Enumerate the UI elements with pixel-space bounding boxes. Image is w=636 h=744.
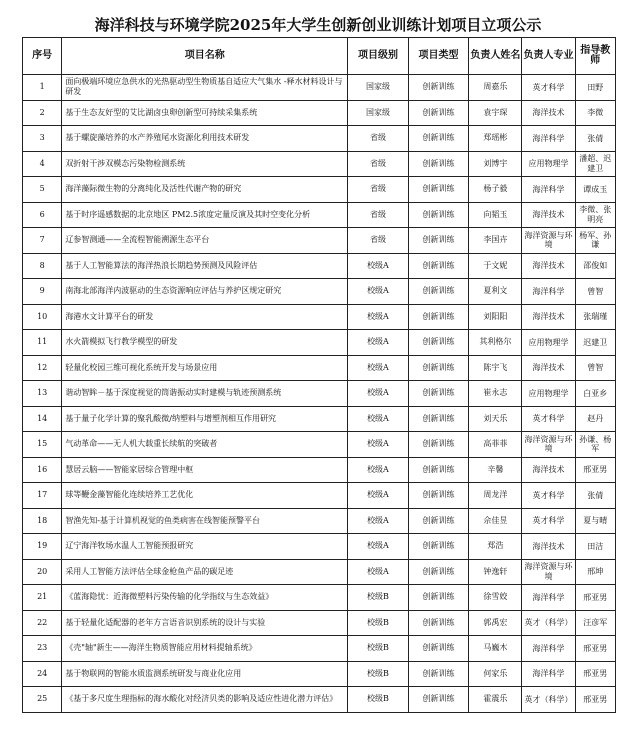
cell-major: 海洋技术 (522, 534, 575, 560)
cell-level: 校级B (348, 610, 409, 636)
cell-major: 英才科学 (522, 75, 575, 101)
cell-type: 创新训练 (408, 75, 469, 101)
cell-advisor: 张瑞瑾 (575, 304, 615, 330)
cell-level: 校级A (348, 534, 409, 560)
cell-advisor: 迟建卫 (575, 330, 615, 356)
cell-index: 6 (23, 202, 62, 228)
cell-level: 省级 (348, 228, 409, 254)
cell-project-name: 双折射干涉双模态污染物检测系统 (62, 151, 348, 177)
table-row (23, 687, 616, 713)
cell-level: 省级 (348, 151, 409, 177)
table-row (23, 610, 616, 636)
cell-project-name: 基于生态友好型的艾比湖卤虫卵创新型可持续采集系统 (62, 100, 348, 126)
cell-index: 24 (23, 661, 62, 687)
cell-type: 创新训练 (408, 279, 469, 305)
table-row (23, 636, 616, 662)
cell-major: 海洋资源与环境 (522, 559, 575, 585)
cell-advisor: 邢亚男 (575, 585, 615, 611)
cell-project-name: 辽宁海洋牧场水温人工智能预报研究 (62, 534, 348, 560)
cell-leader: 崔永志 (469, 381, 522, 407)
table-row (23, 304, 616, 330)
cell-type: 创新训练 (408, 534, 469, 560)
cell-advisor: 李微 (575, 100, 615, 126)
table-row (23, 432, 616, 458)
cell-leader: 徐雪姣 (469, 585, 522, 611)
table-row (23, 355, 616, 381)
cell-type: 创新训练 (408, 457, 469, 483)
header-name: 项目名称 (62, 38, 348, 75)
table-row (23, 151, 616, 177)
cell-advisor: 赵丹 (575, 406, 615, 432)
cell-leader: 刘天乐 (469, 406, 522, 432)
cell-leader: 向韬玉 (469, 202, 522, 228)
cell-index: 12 (23, 355, 62, 381)
cell-type: 创新训练 (408, 559, 469, 585)
header-index: 序号 (23, 38, 62, 75)
cell-major: 海洋技术 (522, 253, 575, 279)
cell-project-name: 基于物联网的智能水质监测系统研发与商业化应用 (62, 661, 348, 687)
table-row (23, 661, 616, 687)
cell-type: 创新训练 (408, 610, 469, 636)
cell-level: 校级A (348, 304, 409, 330)
table-row (23, 457, 616, 483)
table-row (23, 75, 616, 101)
cell-index: 7 (23, 228, 62, 254)
cell-major: 海洋技术 (522, 100, 575, 126)
cell-project-name: 《壳"轴"新生——海洋生物质智能应用材料提轴系统》 (62, 636, 348, 662)
cell-type: 创新训练 (408, 202, 469, 228)
cell-project-name: 气动革命——无人机大载重长续航的突破者 (62, 432, 348, 458)
cell-type: 创新训练 (408, 687, 469, 713)
cell-major: 海洋科学 (522, 177, 575, 203)
cell-advisor: 夏与晴 (575, 508, 615, 534)
cell-index: 25 (23, 687, 62, 713)
cell-advisor: 田洁 (575, 534, 615, 560)
table-row (23, 559, 616, 585)
cell-type: 创新训练 (408, 355, 469, 381)
cell-project-name: 基于轻量化适配器的老年方言语音识别系统的设计与实验 (62, 610, 348, 636)
table-row (23, 126, 616, 152)
cell-advisor: 田野 (575, 75, 615, 101)
cell-type: 创新训练 (408, 483, 469, 509)
cell-project-name: 智渔先知-基于计算机视觉的鱼类病害在线智能预警平台 (62, 508, 348, 534)
cell-index: 20 (23, 559, 62, 585)
cell-level: 省级 (348, 177, 409, 203)
cell-project-name: 辽参智测通——全流程智能溯源生态平台 (62, 228, 348, 254)
cell-leader: 钟逸轩 (469, 559, 522, 585)
cell-leader: 刘博宇 (469, 151, 522, 177)
cell-level: 校级A (348, 483, 409, 509)
cell-advisor: 汪彦军 (575, 610, 615, 636)
cell-advisor: 邵俊如 (575, 253, 615, 279)
cell-level: 校级A (348, 457, 409, 483)
cell-advisor: 白亚乡 (575, 381, 615, 407)
cell-index: 9 (23, 279, 62, 305)
cell-type: 创新训练 (408, 100, 469, 126)
cell-type: 创新训练 (408, 661, 469, 687)
cell-leader: 郭禹宏 (469, 610, 522, 636)
cell-advisor: 李微、张明亮 (575, 202, 615, 228)
header-advisor: 指导教师 (575, 38, 615, 75)
cell-type: 创新训练 (408, 406, 469, 432)
cell-project-name: 基于人工智能算法的海洋热浪长期趋势预测及风险评估 (62, 253, 348, 279)
cell-type: 创新训练 (408, 432, 469, 458)
cell-project-name: 《基于多尺度生理指标的海水酸化对经济贝类的影响及适应性进化潜力评估》 (62, 687, 348, 713)
cell-project-name: 基于螺旋藻培养的水产养殖尾水资源化利用技术研发 (62, 126, 348, 152)
cell-index: 8 (23, 253, 62, 279)
cell-major: 海洋技术 (522, 457, 575, 483)
cell-leader: 于文妮 (469, 253, 522, 279)
cell-type: 创新训练 (408, 151, 469, 177)
page-title: 海洋科技与环境学院2025年大学生创新创业训练计划项目立项公示 (94, 16, 542, 34)
cell-major: 海洋资源与环境 (522, 432, 575, 458)
cell-project-name: 海洋藻际微生物的分离纯化及活性代谢产物的研究 (62, 177, 348, 203)
cell-advisor: 谭成玉 (575, 177, 615, 203)
cell-leader: 辛馨 (469, 457, 522, 483)
cell-level: 国家级 (348, 100, 409, 126)
cell-advisor: 曾智 (575, 355, 615, 381)
cell-level: 省级 (348, 202, 409, 228)
cell-type: 创新训练 (408, 508, 469, 534)
table-header-row (23, 38, 616, 75)
cell-advisor: 曾智 (575, 279, 615, 305)
cell-project-name: 球等鞭金藻智能化连续培养工艺优化 (62, 483, 348, 509)
cell-level: 校级B (348, 636, 409, 662)
cell-type: 创新训练 (408, 381, 469, 407)
table-row (23, 381, 616, 407)
cell-major: 海洋技术 (522, 202, 575, 228)
table-row (23, 177, 616, 203)
cell-index: 2 (23, 100, 62, 126)
table-row (23, 534, 616, 560)
table-row (23, 253, 616, 279)
cell-index: 14 (23, 406, 62, 432)
cell-index: 1 (23, 75, 62, 101)
cell-level: 校级A (348, 381, 409, 407)
cell-leader: 何家乐 (469, 661, 522, 687)
cell-index: 22 (23, 610, 62, 636)
cell-major: 英才科学 (522, 508, 575, 534)
cell-project-name: 采用人工智能方法评估全球金枪鱼产品的碳足迹 (62, 559, 348, 585)
table-row (23, 202, 616, 228)
cell-index: 11 (23, 330, 62, 356)
project-table (22, 37, 616, 713)
cell-index: 21 (23, 585, 62, 611)
header-major: 负责人专业 (522, 38, 575, 75)
header-type: 项目类型 (408, 38, 469, 75)
cell-index: 5 (23, 177, 62, 203)
cell-project-name: 《蓝海隐忧：近海微塑料污染传输的化学指纹与生态效益》 (62, 585, 348, 611)
cell-leader: 其利格尔 (469, 330, 522, 356)
header-level: 项目级别 (348, 38, 409, 75)
cell-major: 海洋科学 (522, 126, 575, 152)
cell-major: 海洋科学 (522, 636, 575, 662)
table-row (23, 100, 616, 126)
cell-major: 应用物理学 (522, 381, 575, 407)
cell-project-name: 慧居云脑——智能家居综合管理中枢 (62, 457, 348, 483)
cell-leader: 郑浩 (469, 534, 522, 560)
cell-leader: 夏利文 (469, 279, 522, 305)
cell-index: 10 (23, 304, 62, 330)
table-row (23, 508, 616, 534)
cell-major: 海洋科学 (522, 661, 575, 687)
cell-level: 校级A (348, 406, 409, 432)
cell-major: 英才（科学） (522, 687, 575, 713)
cell-advisor: 邢亚男 (575, 636, 615, 662)
cell-advisor: 张倩 (575, 483, 615, 509)
cell-advisor: 潘超、迟建卫 (575, 151, 615, 177)
cell-leader: 霍震乐 (469, 687, 522, 713)
table-row (23, 585, 616, 611)
cell-level: 校级A (348, 253, 409, 279)
cell-type: 创新训练 (408, 126, 469, 152)
cell-project-name: 海港水文计算平台的研发 (62, 304, 348, 330)
cell-major: 海洋科学 (522, 279, 575, 305)
cell-level: 校级B (348, 585, 409, 611)
cell-major: 海洋技术 (522, 355, 575, 381)
cell-major: 海洋技术 (522, 304, 575, 330)
cell-index: 23 (23, 636, 62, 662)
cell-project-name: 基于时序遥感数据的北京地区 PM2.5浓度定量反演及其时空变化分析 (62, 202, 348, 228)
table-row (23, 228, 616, 254)
table-row (23, 483, 616, 509)
cell-index: 19 (23, 534, 62, 560)
cell-leader: 高菲菲 (469, 432, 522, 458)
cell-project-name: 基于量子化学计算的聚乳酸微/纳塑料与增塑剂相互作用研究 (62, 406, 348, 432)
table-row (23, 406, 616, 432)
cell-leader: 刘阳阳 (469, 304, 522, 330)
cell-major: 英才科学 (522, 406, 575, 432)
cell-major: 海洋科学 (522, 585, 575, 611)
cell-major: 应用物理学 (522, 151, 575, 177)
cell-project-name: 水火箭模拟飞行教学模型的研发 (62, 330, 348, 356)
cell-project-name: 轻量化校园三维可视化系统开发与场景应用 (62, 355, 348, 381)
cell-index: 4 (23, 151, 62, 177)
cell-advisor: 邢坤 (575, 559, 615, 585)
cell-level: 校级A (348, 559, 409, 585)
cell-type: 创新训练 (408, 636, 469, 662)
cell-level: 国家级 (348, 75, 409, 101)
table-row (23, 330, 616, 356)
cell-advisor: 张倩 (575, 126, 615, 152)
cell-advisor: 邢亚男 (575, 457, 615, 483)
cell-type: 创新训练 (408, 330, 469, 356)
cell-type: 创新训练 (408, 304, 469, 330)
cell-advisor: 邢亚男 (575, 661, 615, 687)
table-body (23, 75, 616, 713)
cell-leader: 李国卉 (469, 228, 522, 254)
cell-level: 校级A (348, 432, 409, 458)
cell-leader: 马巍木 (469, 636, 522, 662)
cell-leader: 周龙洋 (469, 483, 522, 509)
cell-type: 创新训练 (408, 585, 469, 611)
cell-leader: 佘佳昱 (469, 508, 522, 534)
cell-advisor: 孙谦、杨军 (575, 432, 615, 458)
cell-index: 15 (23, 432, 62, 458)
cell-major: 应用物理学 (522, 330, 575, 356)
cell-major: 英才（科学） (522, 610, 575, 636)
cell-index: 17 (23, 483, 62, 509)
cell-project-name: 面向极端环境应急供水的光热驱动型生物质基自适应大气集水 -释水材料设计与研发 (62, 75, 348, 101)
cell-index: 3 (23, 126, 62, 152)
cell-index: 13 (23, 381, 62, 407)
cell-level: 校级A (348, 355, 409, 381)
cell-leader: 周嘉乐 (469, 75, 522, 101)
cell-major: 英才科学 (522, 483, 575, 509)
cell-level: 校级B (348, 661, 409, 687)
table-row (23, 279, 616, 305)
cell-type: 创新训练 (408, 253, 469, 279)
cell-type: 创新训练 (408, 177, 469, 203)
cell-level: 校级B (348, 687, 409, 713)
cell-major: 海洋资源与环境 (522, 228, 575, 254)
cell-index: 16 (23, 457, 62, 483)
cell-advisor: 邢亚男 (575, 687, 615, 713)
header-leader: 负责人姓名 (469, 38, 522, 75)
cell-project-name: 谐动智眸－基于深度视觉的筒谐振动实时建模与轨迹预测系统 (62, 381, 348, 407)
cell-project-name: 南海北部海洋内波驱动的生态资源响应评估与养护区规定研究 (62, 279, 348, 305)
cell-level: 校级A (348, 330, 409, 356)
cell-advisor: 杨军、孙谦 (575, 228, 615, 254)
cell-level: 校级A (348, 279, 409, 305)
cell-index: 18 (23, 508, 62, 534)
cell-type: 创新训练 (408, 228, 469, 254)
cell-level: 省级 (348, 126, 409, 152)
cell-leader: 陈宇飞 (469, 355, 522, 381)
cell-level: 校级A (348, 508, 409, 534)
cell-leader: 袁宇琛 (469, 100, 522, 126)
cell-leader: 杨子毅 (469, 177, 522, 203)
cell-leader: 郑瑶彬 (469, 126, 522, 152)
